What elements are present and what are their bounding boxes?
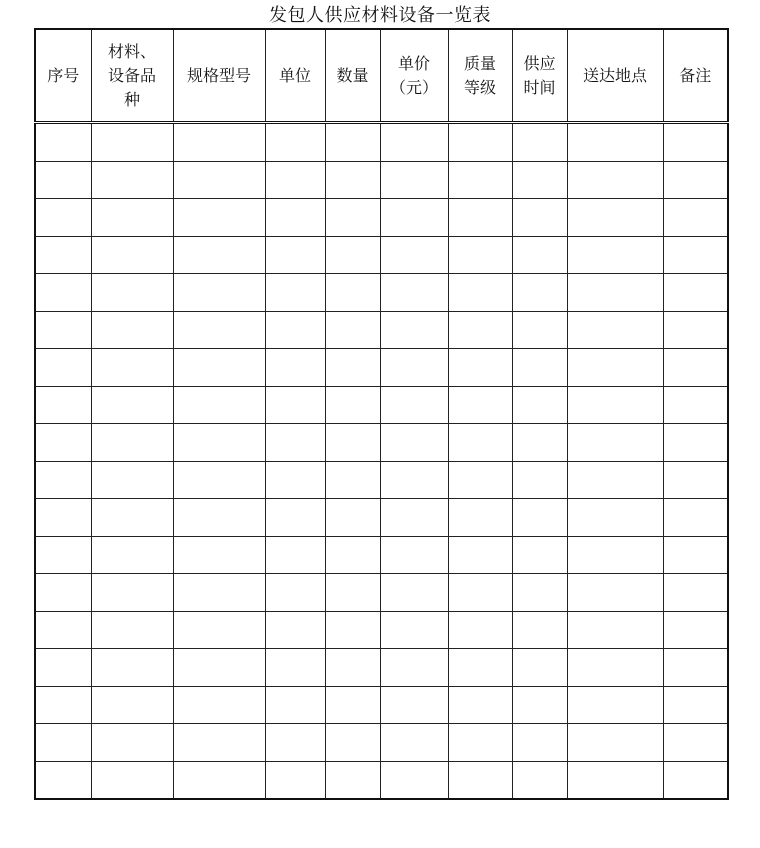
table-cell[interactable] — [448, 199, 512, 237]
table-cell[interactable] — [173, 574, 265, 612]
table-cell[interactable] — [567, 461, 663, 499]
table-cell[interactable] — [325, 724, 380, 762]
table-cell[interactable] — [512, 611, 567, 649]
table-cell[interactable] — [265, 611, 325, 649]
table-cell[interactable] — [567, 236, 663, 274]
table-cell[interactable] — [325, 574, 380, 612]
table-cell[interactable] — [91, 536, 173, 574]
table-cell[interactable] — [35, 311, 91, 349]
table-cell[interactable] — [512, 761, 567, 799]
table-cell[interactable] — [91, 724, 173, 762]
table-cell[interactable] — [663, 611, 728, 649]
table-cell[interactable] — [265, 424, 325, 462]
table-cell[interactable] — [663, 274, 728, 312]
table-cell[interactable] — [567, 649, 663, 687]
table-cell[interactable] — [265, 649, 325, 687]
table-cell[interactable] — [567, 123, 663, 162]
table-cell[interactable] — [512, 199, 567, 237]
table-cell[interactable] — [663, 499, 728, 537]
table-cell[interactable] — [380, 161, 448, 199]
table-cell[interactable] — [380, 386, 448, 424]
table-cell[interactable] — [173, 199, 265, 237]
table-cell[interactable] — [380, 574, 448, 612]
table-cell[interactable] — [173, 349, 265, 387]
table-cell[interactable] — [173, 686, 265, 724]
table-cell[interactable] — [325, 499, 380, 537]
table-cell[interactable] — [91, 424, 173, 462]
column-header-quantity: 数量 — [325, 29, 380, 123]
table-cell[interactable] — [567, 161, 663, 199]
table-cell[interactable] — [35, 649, 91, 687]
table-cell[interactable] — [663, 536, 728, 574]
table-cell[interactable] — [91, 386, 173, 424]
table-cell[interactable] — [325, 649, 380, 687]
table-cell[interactable] — [35, 349, 91, 387]
table-cell[interactable] — [265, 311, 325, 349]
table-cell[interactable] — [325, 161, 380, 199]
table-cell[interactable] — [35, 161, 91, 199]
table-cell[interactable] — [91, 574, 173, 612]
table-row — [35, 123, 728, 162]
table-cell[interactable] — [380, 236, 448, 274]
table-cell[interactable] — [380, 199, 448, 237]
column-header-unit: 单位 — [265, 29, 325, 123]
table-cell[interactable] — [91, 236, 173, 274]
table-cell[interactable] — [512, 424, 567, 462]
table-body — [35, 123, 728, 800]
table-cell[interactable] — [512, 123, 567, 162]
table-cell[interactable] — [512, 574, 567, 612]
table-cell[interactable] — [448, 536, 512, 574]
table-cell[interactable] — [325, 424, 380, 462]
table-row — [35, 574, 728, 612]
table-cell[interactable] — [567, 424, 663, 462]
table-cell[interactable] — [380, 311, 448, 349]
table-cell[interactable] — [448, 123, 512, 162]
table-cell[interactable] — [91, 123, 173, 162]
table-cell[interactable] — [173, 161, 265, 199]
table-cell[interactable] — [448, 424, 512, 462]
table-cell[interactable] — [380, 349, 448, 387]
table-cell[interactable] — [325, 236, 380, 274]
table-cell[interactable] — [173, 536, 265, 574]
table-cell[interactable] — [512, 349, 567, 387]
table-cell[interactable] — [173, 274, 265, 312]
table-cell[interactable] — [173, 311, 265, 349]
table-cell[interactable] — [265, 499, 325, 537]
table-cell[interactable] — [663, 424, 728, 462]
table-cell[interactable] — [325, 611, 380, 649]
column-header-unit-price: 单价 （元） — [380, 29, 448, 123]
table-cell[interactable] — [512, 499, 567, 537]
table-cell[interactable] — [663, 574, 728, 612]
column-header-material-equipment-type: 材料、 设备品 种 — [91, 29, 173, 123]
table-cell[interactable] — [567, 386, 663, 424]
table-cell[interactable] — [567, 199, 663, 237]
table-cell[interactable] — [265, 123, 325, 162]
table-row — [35, 761, 728, 799]
table-row — [35, 424, 728, 462]
table-cell[interactable] — [380, 536, 448, 574]
table-cell[interactable] — [380, 649, 448, 687]
table-cell[interactable] — [325, 199, 380, 237]
table-cell[interactable] — [512, 236, 567, 274]
table-cell[interactable] — [173, 424, 265, 462]
table-cell[interactable] — [35, 611, 91, 649]
table-cell[interactable] — [448, 461, 512, 499]
table-cell[interactable] — [512, 311, 567, 349]
table-cell[interactable] — [567, 761, 663, 799]
table-cell[interactable] — [91, 461, 173, 499]
table-cell[interactable] — [173, 724, 265, 762]
table-cell[interactable] — [91, 349, 173, 387]
table-cell[interactable] — [265, 686, 325, 724]
table-cell[interactable] — [325, 123, 380, 162]
table-cell[interactable] — [35, 123, 91, 162]
table-cell[interactable] — [663, 649, 728, 687]
table-cell[interactable] — [380, 274, 448, 312]
table-cell[interactable] — [567, 349, 663, 387]
table-cell[interactable] — [265, 724, 325, 762]
table-cell[interactable] — [35, 574, 91, 612]
table-row — [35, 499, 728, 537]
table-cell[interactable] — [663, 386, 728, 424]
table-row — [35, 611, 728, 649]
table-cell[interactable] — [448, 574, 512, 612]
table-row — [35, 686, 728, 724]
table-cell[interactable] — [35, 536, 91, 574]
table-cell[interactable] — [265, 761, 325, 799]
table-cell[interactable] — [35, 499, 91, 537]
table-cell[interactable] — [380, 123, 448, 162]
table-row — [35, 724, 728, 762]
table-cell[interactable] — [91, 311, 173, 349]
table-cell[interactable] — [663, 761, 728, 799]
table-row — [35, 161, 728, 199]
table-cell[interactable] — [567, 499, 663, 537]
table-cell[interactable] — [512, 274, 567, 312]
table-cell[interactable] — [35, 199, 91, 237]
table-cell[interactable] — [567, 724, 663, 762]
table-cell[interactable] — [512, 386, 567, 424]
table-cell[interactable] — [265, 461, 325, 499]
column-header-supply-time: 供应 时间 — [512, 29, 567, 123]
table-cell[interactable] — [380, 424, 448, 462]
table-cell[interactable] — [35, 424, 91, 462]
table-cell[interactable] — [325, 761, 380, 799]
table-row — [35, 649, 728, 687]
table-row — [35, 274, 728, 312]
table-cell[interactable] — [91, 649, 173, 687]
table-row — [35, 349, 728, 387]
table-cell[interactable] — [448, 686, 512, 724]
table-cell[interactable] — [380, 761, 448, 799]
table-cell[interactable] — [567, 574, 663, 612]
table-cell[interactable] — [663, 311, 728, 349]
table-cell[interactable] — [91, 199, 173, 237]
table-cell[interactable] — [448, 386, 512, 424]
table-cell[interactable] — [91, 274, 173, 312]
document-title: 发包人供应材料设备一览表 — [269, 5, 491, 26]
table-cell[interactable] — [173, 611, 265, 649]
table-row — [35, 386, 728, 424]
table-row — [35, 461, 728, 499]
table-header-row — [35, 29, 728, 123]
table-cell[interactable] — [265, 161, 325, 199]
table-cell[interactable] — [448, 161, 512, 199]
table-cell[interactable] — [448, 274, 512, 312]
table-cell[interactable] — [380, 611, 448, 649]
table-cell[interactable] — [265, 199, 325, 237]
table-cell[interactable] — [91, 161, 173, 199]
table-cell[interactable] — [512, 536, 567, 574]
table-cell[interactable] — [265, 349, 325, 387]
table-cell[interactable] — [265, 536, 325, 574]
table-cell[interactable] — [512, 461, 567, 499]
table-cell[interactable] — [448, 611, 512, 649]
table-cell[interactable] — [265, 274, 325, 312]
table-cell[interactable] — [512, 161, 567, 199]
column-header-delivery-location: 送达地点 — [567, 29, 663, 123]
table-cell[interactable] — [380, 686, 448, 724]
table-cell[interactable] — [325, 386, 380, 424]
table-cell[interactable] — [512, 686, 567, 724]
table-row — [35, 236, 728, 274]
table-cell[interactable] — [567, 536, 663, 574]
table-cell[interactable] — [325, 686, 380, 724]
table-cell[interactable] — [35, 274, 91, 312]
table-cell[interactable] — [173, 761, 265, 799]
table-cell[interactable] — [567, 611, 663, 649]
table-cell[interactable] — [173, 499, 265, 537]
table-cell[interactable] — [35, 386, 91, 424]
column-header-specification-model: 规格型号 — [173, 29, 265, 123]
table-cell[interactable] — [380, 724, 448, 762]
table-cell[interactable] — [35, 761, 91, 799]
table-cell[interactable] — [448, 349, 512, 387]
table-cell[interactable] — [567, 311, 663, 349]
table-cell[interactable] — [265, 236, 325, 274]
table-cell[interactable] — [325, 349, 380, 387]
table-cell[interactable] — [380, 499, 448, 537]
table-cell[interactable] — [35, 686, 91, 724]
table-cell[interactable] — [512, 649, 567, 687]
table-cell[interactable] — [567, 274, 663, 312]
table-cell[interactable] — [448, 724, 512, 762]
table-cell[interactable] — [448, 236, 512, 274]
column-header-quality-grade: 质量 等级 — [448, 29, 512, 123]
table-cell[interactable] — [173, 236, 265, 274]
table-cell[interactable] — [663, 123, 728, 162]
table-cell[interactable] — [663, 686, 728, 724]
table-cell[interactable] — [173, 649, 265, 687]
table-cell[interactable] — [325, 461, 380, 499]
table-cell[interactable] — [663, 724, 728, 762]
table-cell[interactable] — [325, 311, 380, 349]
table-cell[interactable] — [35, 461, 91, 499]
table-cell[interactable] — [663, 199, 728, 237]
table-cell[interactable] — [448, 499, 512, 537]
table-cell[interactable] — [448, 761, 512, 799]
table-cell[interactable] — [265, 386, 325, 424]
table-cell[interactable] — [567, 686, 663, 724]
table-cell[interactable] — [91, 499, 173, 537]
table-row — [35, 536, 728, 574]
table-cell[interactable] — [173, 386, 265, 424]
table-cell[interactable] — [448, 649, 512, 687]
column-header-serial-number: 序号 — [35, 29, 91, 123]
table-row — [35, 199, 728, 237]
table-cell[interactable] — [512, 724, 567, 762]
table-cell[interactable] — [265, 574, 325, 612]
table-cell[interactable] — [35, 236, 91, 274]
table-cell[interactable] — [663, 161, 728, 199]
table-cell[interactable] — [380, 461, 448, 499]
table-cell[interactable] — [448, 311, 512, 349]
table-cell[interactable] — [325, 274, 380, 312]
table-cell[interactable] — [91, 686, 173, 724]
table-cell[interactable] — [663, 236, 728, 274]
table-cell[interactable] — [91, 761, 173, 799]
table-cell[interactable] — [663, 349, 728, 387]
table-cell[interactable] — [91, 611, 173, 649]
table-cell[interactable] — [35, 724, 91, 762]
table-cell[interactable] — [173, 461, 265, 499]
table-cell[interactable] — [173, 123, 265, 162]
table-cell[interactable] — [325, 536, 380, 574]
table-row — [35, 311, 728, 349]
supply-materials-table — [34, 28, 729, 800]
table-cell[interactable] — [663, 461, 728, 499]
column-header-remarks: 备注 — [663, 29, 728, 123]
